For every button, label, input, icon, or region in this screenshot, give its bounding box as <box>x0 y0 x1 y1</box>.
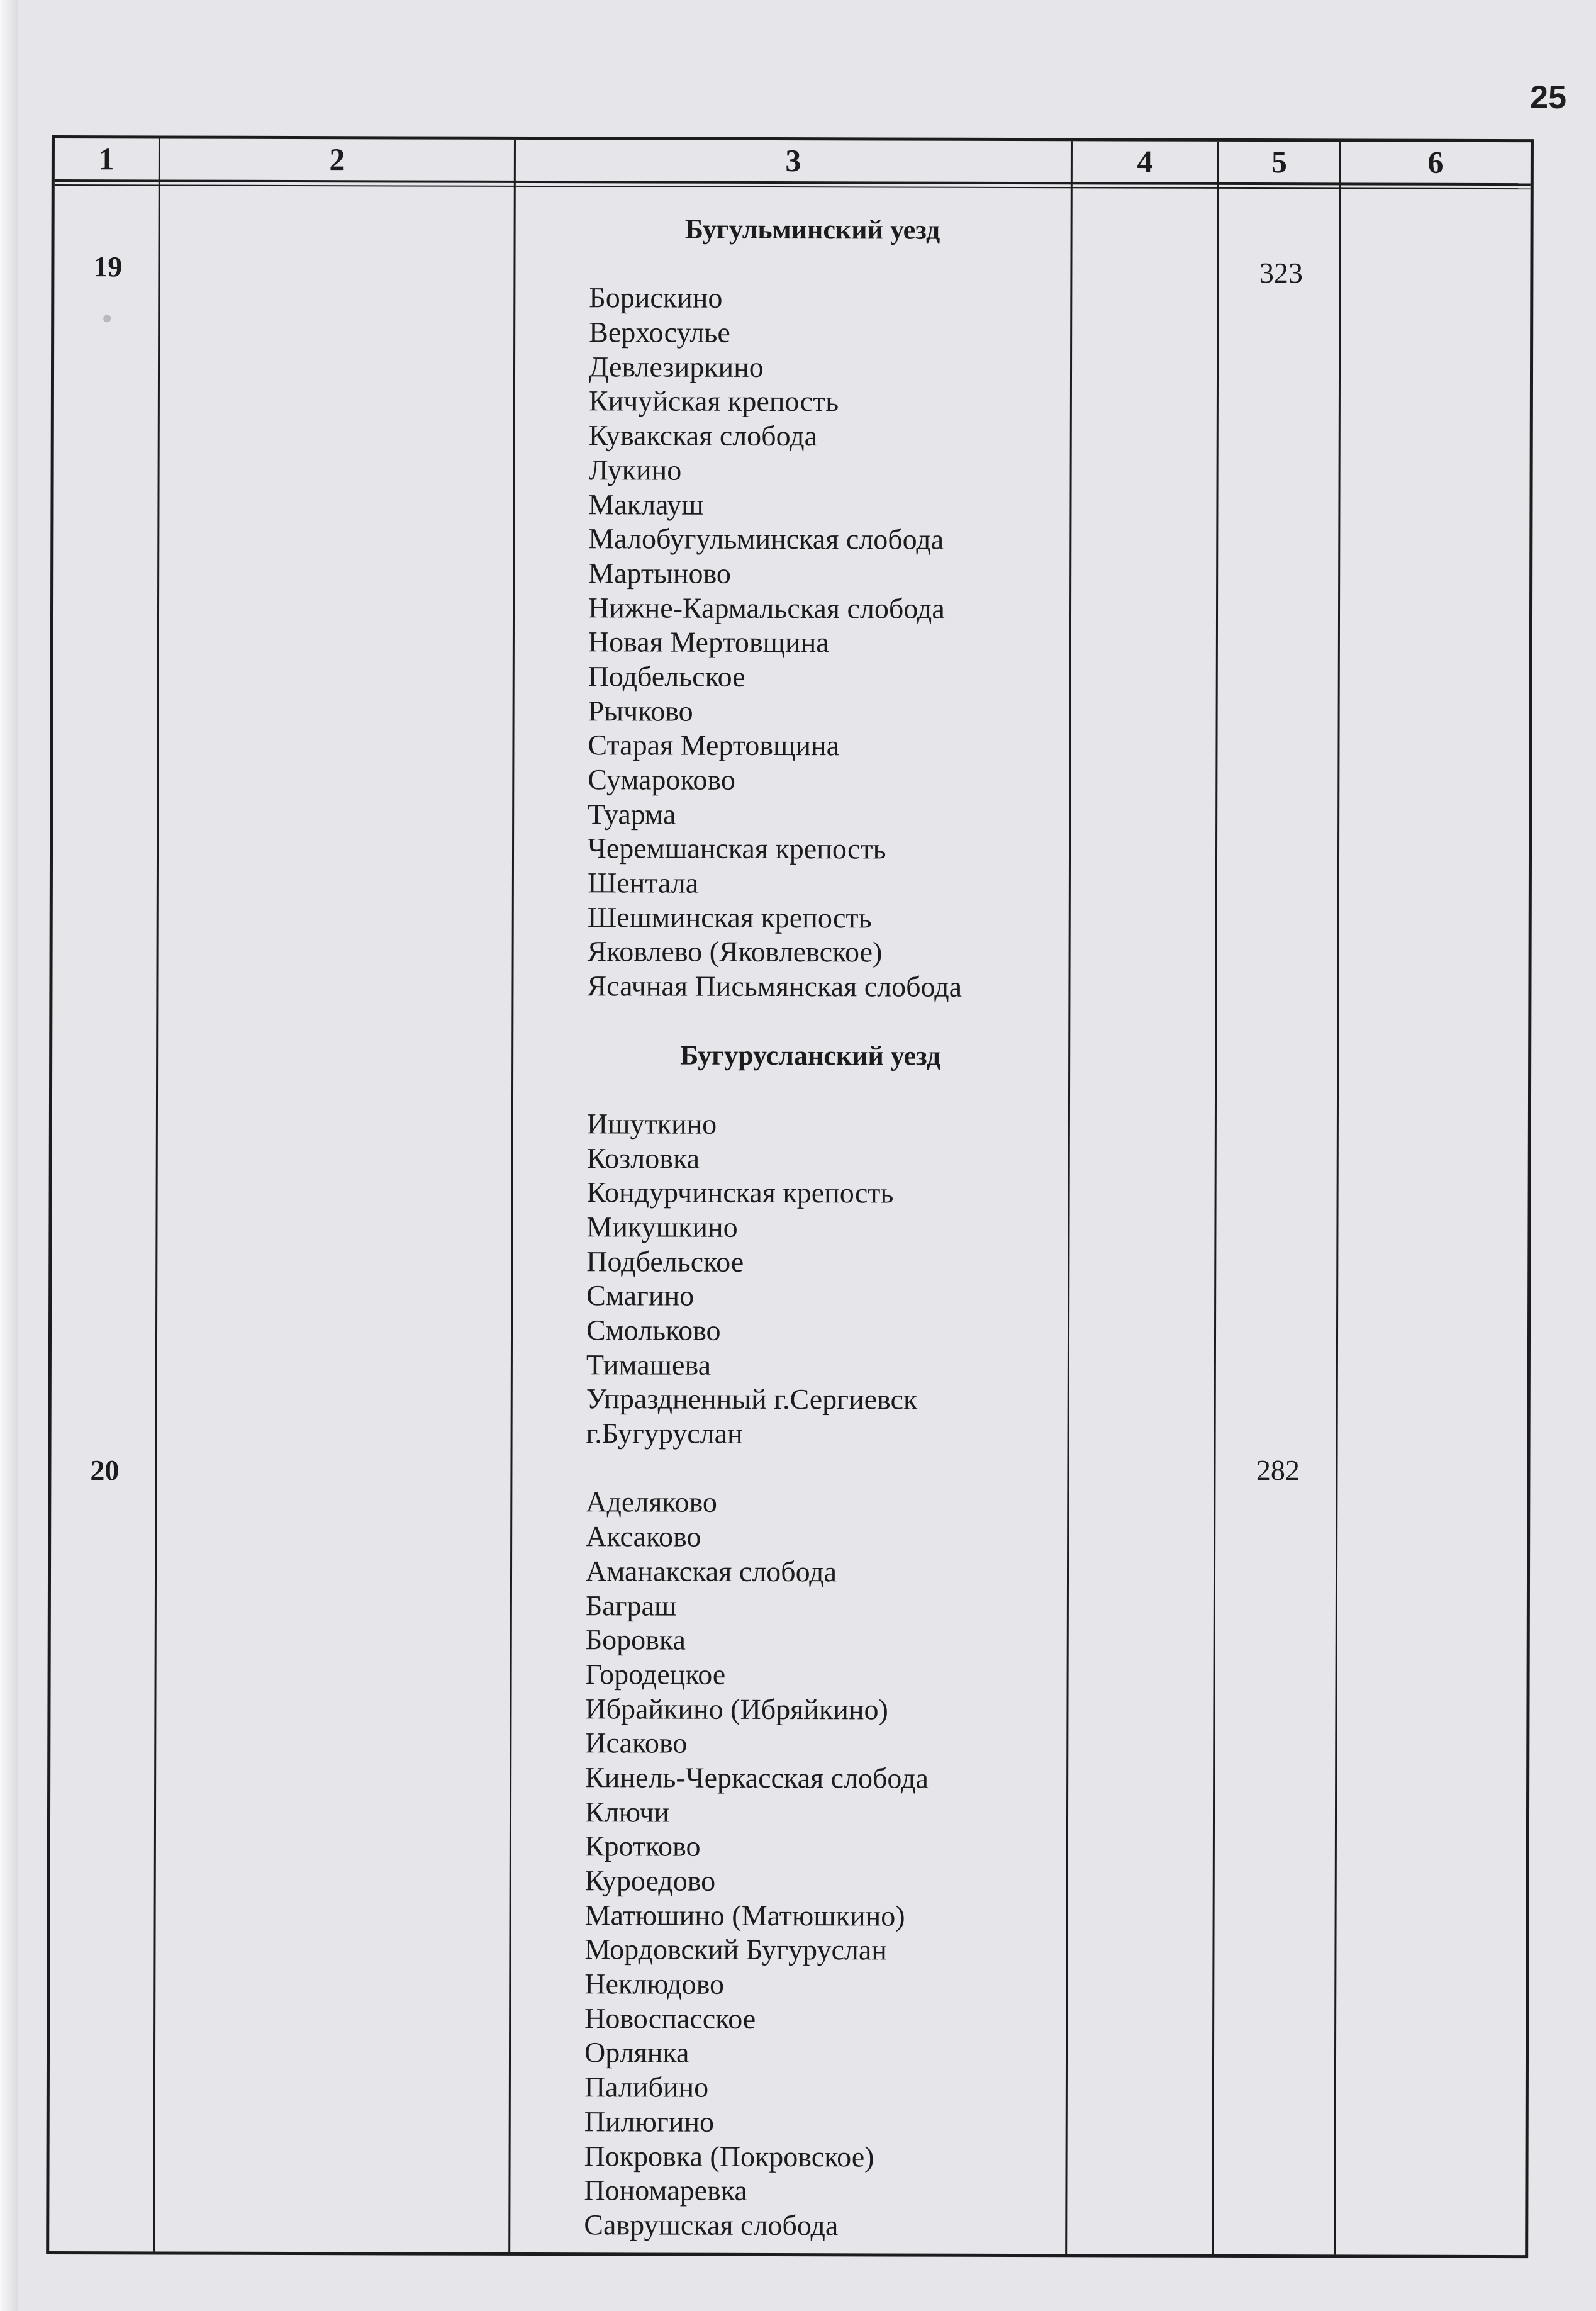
settlement-name: Кичуйская крепость <box>588 384 839 418</box>
page-number: 25 <box>1530 79 1566 116</box>
column-header-3: 3 <box>785 143 801 179</box>
settlement-name: г.Бугуруслан <box>586 1417 743 1450</box>
column-divider <box>153 138 160 2251</box>
settlement-name: Неклюдово <box>584 1967 725 2000</box>
settlement-name: Ибрайкино (Ибряйкино) <box>585 1692 888 1726</box>
page-left-edge <box>0 0 18 2311</box>
settlement-name: Сумароково <box>588 763 735 796</box>
settlement-name: Шешминская крепость <box>587 900 872 934</box>
settlement-name: Пономаревка <box>584 2174 747 2207</box>
settlement-name: Ясачная Письмянская слобода <box>587 970 963 1003</box>
settlement-name: Куроедово <box>584 1864 716 1897</box>
settlement-name: Палибино <box>584 2071 709 2103</box>
column-divider <box>1212 142 1219 2254</box>
settlement-name: Подбельское <box>588 660 745 693</box>
settlement-name: Матюшино (Матюшкино) <box>584 1898 905 1932</box>
settlement-name: Туарма <box>588 797 676 831</box>
column-header-4: 4 <box>1137 143 1153 179</box>
settlement-name: Боровка <box>585 1623 686 1656</box>
settlements-table <box>46 135 1534 2258</box>
settlement-name: Нижне-Кармальская слобода <box>588 591 945 625</box>
settlement-name: Малобугульминская слобода <box>588 522 944 556</box>
settlement-name: Аманакская слобода <box>585 1555 837 1588</box>
row-number-20: 20 <box>90 1454 120 1487</box>
count-20: 282 <box>1256 1454 1300 1487</box>
settlement-name: Старая Мертовщина <box>588 729 840 762</box>
settlement-list <box>532 212 1100 2244</box>
settlement-name: Девлезиркино <box>588 350 764 383</box>
settlement-name: Козловка <box>586 1141 700 1175</box>
column-divider <box>1334 142 1341 2254</box>
settlement-name: Новоспасское <box>584 2001 756 2035</box>
settlement-name: Черемшанская крепость <box>587 832 886 865</box>
settlement-name: Смагино <box>586 1279 695 1312</box>
row-number-19: 19 <box>93 250 123 283</box>
settlement-name: Баграш <box>585 1589 677 1622</box>
settlement-name: Исаково <box>585 1726 688 1759</box>
column-header-6: 6 <box>1427 144 1444 180</box>
settlement-name: Ключи <box>584 1795 670 1828</box>
settlement-name: Борискино <box>589 281 723 315</box>
settlement-name: Яковлево (Яковлевское) <box>587 935 883 968</box>
settlement-name: Аксаково <box>586 1520 701 1553</box>
settlement-name: Ишуткино <box>586 1107 717 1140</box>
count-19: 323 <box>1259 257 1303 289</box>
settlement-name: Кувакская слобода <box>588 419 818 452</box>
settlement-name: Смольково <box>586 1314 721 1346</box>
settlement-name: Саврушская слобода <box>584 2208 839 2242</box>
settlement-name: Упраздненный г.Сергиевск <box>586 1382 918 1416</box>
settlement-name: Тимашева <box>586 1348 712 1381</box>
settlement-name: Кинель-Черкасская слобода <box>585 1761 929 1794</box>
settlement-name: Подбельское <box>586 1245 744 1278</box>
settlement-name: Шентала <box>587 866 699 899</box>
column-header-2: 2 <box>329 142 345 177</box>
settlement-name: Покровка (Покровское) <box>584 2139 874 2173</box>
settlement-name: Мордовский Бугуруслан <box>584 1933 887 1966</box>
page-speck <box>103 315 111 322</box>
settlement-name: Маклауш <box>588 488 704 521</box>
settlement-name: Пилюгино <box>584 2105 715 2138</box>
settlement-name: Рычково <box>588 694 693 727</box>
settlement-name: Кондурчинская крепость <box>586 1176 894 1209</box>
settlement-name: Кротково <box>584 1830 701 1863</box>
district-heading: Бугурусланский уезд <box>680 1039 941 1072</box>
column-header-5: 5 <box>1271 144 1287 180</box>
column-header-1: 1 <box>98 141 114 177</box>
list-spacer <box>535 1004 1098 1039</box>
district-heading: Бугульминский уезд <box>684 213 940 245</box>
settlement-name: Микушкино <box>586 1211 738 1243</box>
settlement-name: Городецкое <box>585 1658 726 1691</box>
settlement-name: Аделяково <box>586 1486 717 1519</box>
settlement-name: Лукино <box>588 454 682 486</box>
settlement-name: Верхосулье <box>589 316 730 349</box>
list-spacer <box>537 247 1100 283</box>
settlement-name: Новая Мертовщина <box>588 625 829 659</box>
list-spacer <box>533 1451 1097 1487</box>
settlement-name: Орлянка <box>584 2036 689 2069</box>
column-divider <box>508 140 516 2252</box>
list-spacer <box>535 1072 1098 1108</box>
settlement-name: Мартыново <box>588 557 731 590</box>
